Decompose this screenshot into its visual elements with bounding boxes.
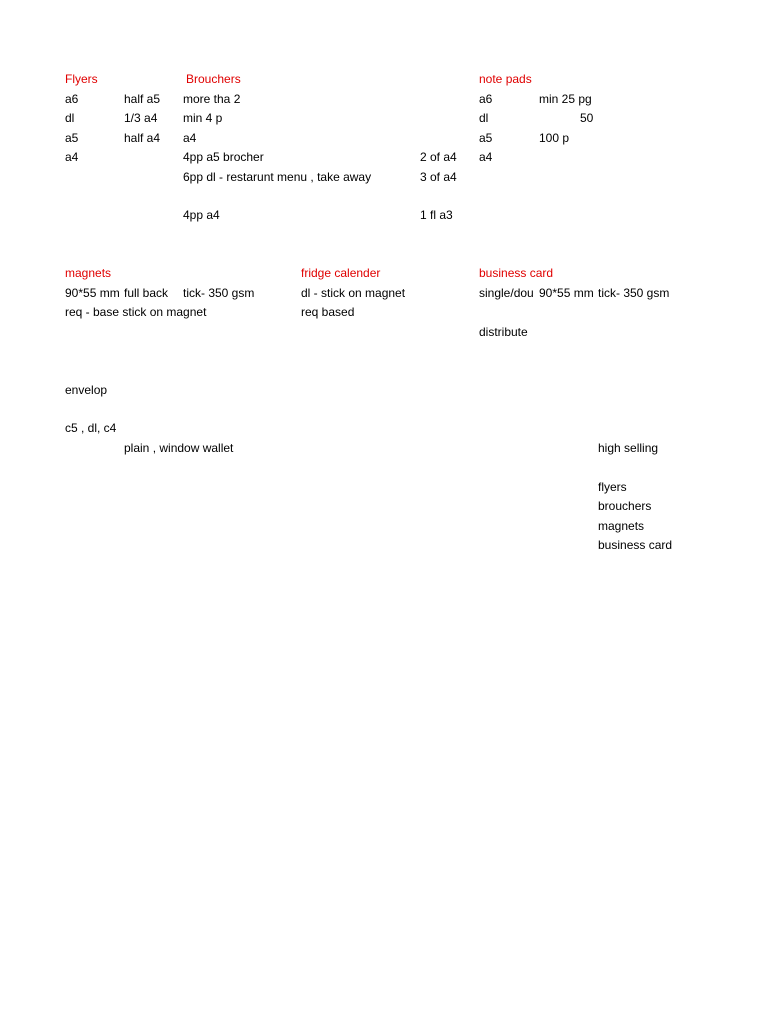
flyers-size-a6: a6 — [65, 92, 79, 106]
fridge-calendar-type: dl - stick on magnet — [301, 286, 406, 300]
flyers-note-a6: half a5 — [124, 92, 161, 106]
brochures-heading: Brouchers — [186, 72, 241, 86]
envelope-types: plain , window wallet — [124, 441, 234, 455]
high-selling-heading: high selling — [598, 441, 659, 455]
brochures-extra: 3 of a4 — [420, 170, 457, 184]
brochures-item: min 4 p — [183, 111, 223, 125]
note-pads-size-a4: a4 — [479, 150, 493, 164]
flyers-note-a5: half a4 — [124, 131, 161, 145]
magnets-size: 90*55 mm — [65, 286, 120, 300]
fridge-calendar-heading: fridge calender — [301, 266, 381, 280]
high-selling-item: brouchers — [598, 499, 652, 513]
business-card-distribute: distribute — [479, 325, 528, 339]
business-card-heading: business card — [479, 266, 554, 280]
flyers-heading: Flyers — [65, 72, 98, 86]
brochures-item: 4pp a5 brocher — [183, 150, 264, 164]
high-selling-item: flyers — [598, 480, 627, 494]
high-selling-item: magnets — [598, 519, 645, 533]
note-pads-size-dl: dl — [479, 111, 489, 125]
magnets-thickness: tick- 350 gsm — [183, 286, 255, 300]
note-pads-qty-dl: 50 — [580, 111, 594, 125]
envelope-sizes: c5 , dl, c4 — [65, 421, 117, 435]
note-pads-qty-a5: 100 p — [539, 131, 570, 145]
note-pads-qty-a6: min 25 pg — [539, 92, 592, 106]
brochures-item: a4 — [183, 131, 197, 145]
business-card-thickness: tick- 350 gsm — [598, 286, 670, 300]
magnets-requirement: req - base stick on magnet — [65, 305, 207, 319]
flyers-size-a4: a4 — [65, 150, 79, 164]
flyers-size-a5: a5 — [65, 131, 79, 145]
brochures-item: 6pp dl - restarunt menu , take away — [183, 170, 372, 184]
magnets-heading: magnets — [65, 266, 112, 280]
note-pads-size-a5: a5 — [479, 131, 493, 145]
brochures-item: 4pp a4 — [183, 208, 220, 222]
flyers-size-dl: dl — [65, 111, 75, 125]
note-pads-size-a6: a6 — [479, 92, 493, 106]
flyers-note-dl: 1/3 a4 — [124, 111, 158, 125]
business-card-size: 90*55 mm — [539, 286, 594, 300]
business-card-sides: single/dou — [479, 286, 534, 300]
magnets-back: full back — [124, 286, 169, 300]
envelope-heading: envelop — [65, 383, 108, 397]
note-pads-heading: note pads — [479, 72, 532, 86]
brochures-item: more tha 2 — [183, 92, 241, 106]
brochures-extra: 2 of a4 — [420, 150, 457, 164]
fridge-calendar-requirement: req based — [301, 305, 355, 319]
brochures-extra: 1 fl a3 — [420, 208, 453, 222]
high-selling-item: business card — [598, 538, 673, 552]
